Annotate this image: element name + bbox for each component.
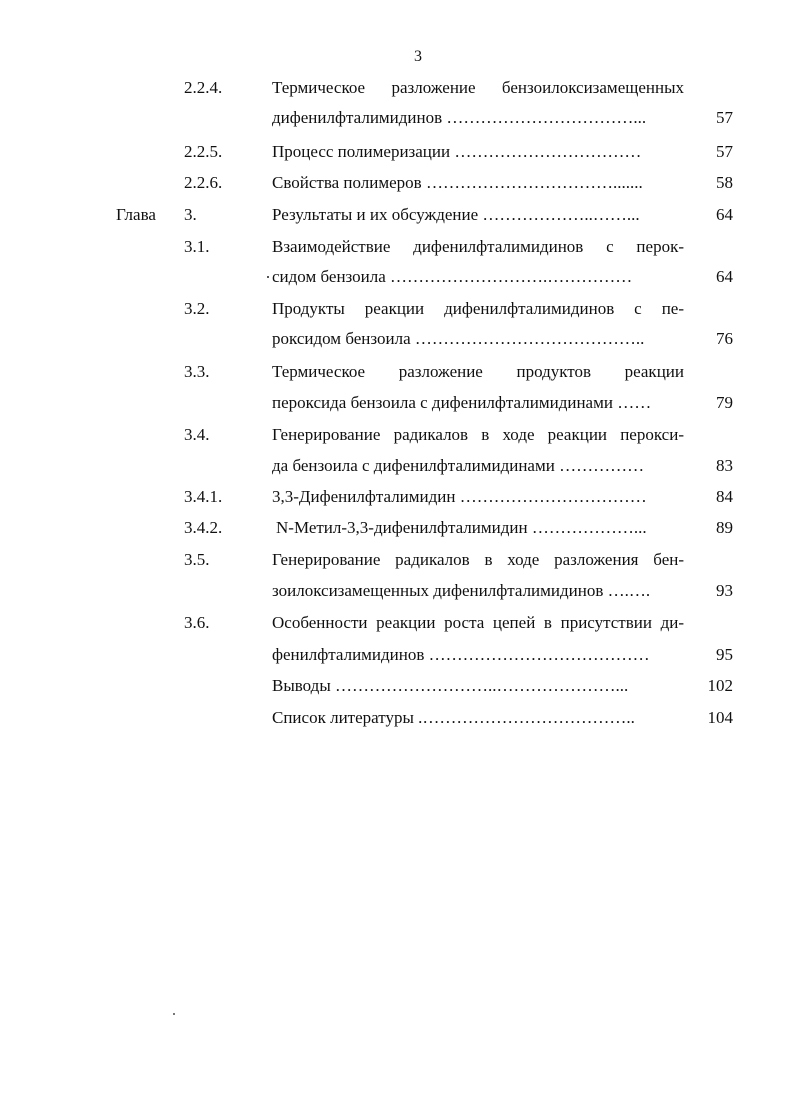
toc-title-line: Список литературы .………………………………..: [272, 708, 635, 727]
toc-entry-conclusions: [0, 671, 793, 701]
toc-entry-3-4-cont: [0, 451, 793, 481]
toc-entry-chapter-3: [0, 200, 793, 230]
toc-title-line: пероксида бензоила с дифенилфталимидинами ……: [272, 393, 652, 412]
toc-title-line: Генерирование радикалов в ходе реакции перокси-: [272, 425, 684, 444]
toc-entry-3-5-cont: [0, 576, 793, 606]
toc-page: 76: [716, 329, 733, 348]
scan-speck: [173, 1013, 175, 1015]
toc-number: 2.2.5.: [184, 142, 223, 161]
toc-number: 3.4.2.: [184, 518, 223, 537]
toc-title-line: Результаты и их обсуждение ………………..……...: [272, 205, 640, 224]
toc-title-line: Термическое разложение продуктов реакции: [272, 362, 684, 381]
toc-title-line: зоилоксизамещенных дифенилфталимидинов ….….: [272, 581, 651, 600]
toc-number: 3.3.: [184, 362, 210, 381]
toc-entry-3-2: [0, 294, 793, 324]
toc-page: 57: [716, 142, 733, 161]
toc-entry-2-2-5: [0, 137, 793, 167]
toc-number: 3.2.: [184, 299, 210, 318]
toc-page: 64: [716, 205, 733, 224]
toc-page: 93: [716, 581, 733, 600]
toc-entry-2-2-4: [0, 73, 793, 103]
toc-title-line: дифенилфталимидинов ……………………………...: [272, 108, 647, 127]
toc-entry-3-4-2: [0, 513, 793, 543]
toc-page: 102: [707, 676, 733, 695]
toc-title-line: N-Метил-3,3-дифенилфталимидин ………………...: [276, 518, 647, 537]
toc-number: 3.5.: [184, 550, 210, 569]
toc-entry-3-6: [0, 608, 793, 638]
toc-entry-2-2-4-cont: [0, 103, 793, 133]
toc-entry-3-2-cont: [0, 324, 793, 354]
toc-title-line: Особенности реакции роста цепей в присутствии ди-: [272, 613, 684, 632]
scan-speck: [267, 276, 269, 278]
toc-title-line: Продукты реакции дифенилфталимидинов с пе-: [272, 299, 684, 318]
toc-entry-3-1: [0, 232, 793, 262]
toc-number: 2.2.4.: [184, 78, 223, 97]
toc-entry-3-5: [0, 545, 793, 575]
toc-page: 57: [716, 108, 733, 127]
toc-entry-3-4-1: [0, 482, 793, 512]
toc-entry-3-4: [0, 420, 793, 450]
toc-entry-references: [0, 703, 793, 733]
toc-title-line: роксидом бензоила …………………………………..: [272, 329, 645, 348]
toc-title-line: Выводы ………………………..…………………...: [272, 676, 629, 695]
page-number: 3: [414, 48, 422, 65]
toc-title-line: 3,3-Дифенилфталимидин ……………………………: [272, 487, 647, 506]
toc-number: 3.4.: [184, 425, 210, 444]
toc-entry-3-3: [0, 357, 793, 387]
toc-page: 84: [716, 487, 733, 506]
toc-page: 89: [716, 518, 733, 537]
toc-page: 83: [716, 456, 733, 475]
toc-entry-3-1-cont: [0, 262, 793, 292]
toc-title-line: да бензоила с дифенилфталимидинами ……………: [272, 456, 645, 475]
toc-title-line: Процесс полимеризации ……………………………: [272, 142, 642, 161]
toc-page: 95: [716, 645, 733, 664]
toc-page: 104: [707, 708, 733, 727]
toc-title-line: сидом бензоила ……………………….……………: [272, 267, 633, 286]
toc-title-line: Генерирование радикалов в ходе разложения бен-: [272, 550, 684, 569]
toc-number: 3.6.: [184, 613, 210, 632]
toc-entry-3-6-cont: [0, 640, 793, 670]
toc-title-line: Взаимодействие дифенилфталимидинов с перок-: [272, 237, 684, 256]
toc-number: 2.2.6.: [184, 173, 223, 192]
toc-number: 3.1.: [184, 237, 210, 256]
toc-page: 58: [716, 173, 733, 192]
toc-page: 79: [716, 393, 733, 412]
toc-title-line: Свойства полимеров …………………………….......: [272, 173, 643, 192]
toc-number: 3.: [184, 205, 197, 224]
toc-entry-2-2-6: [0, 168, 793, 198]
toc-title-line: фенилфталимидинов …………………………………: [272, 645, 650, 664]
toc-number: 3.4.1.: [184, 487, 223, 506]
toc-chapter-prefix: Глава: [116, 205, 156, 224]
toc-title-line: Термическое разложение бензоилоксизамещенных: [272, 78, 684, 97]
toc-entry-3-3-cont: [0, 388, 793, 418]
toc-page: 64: [716, 267, 733, 286]
